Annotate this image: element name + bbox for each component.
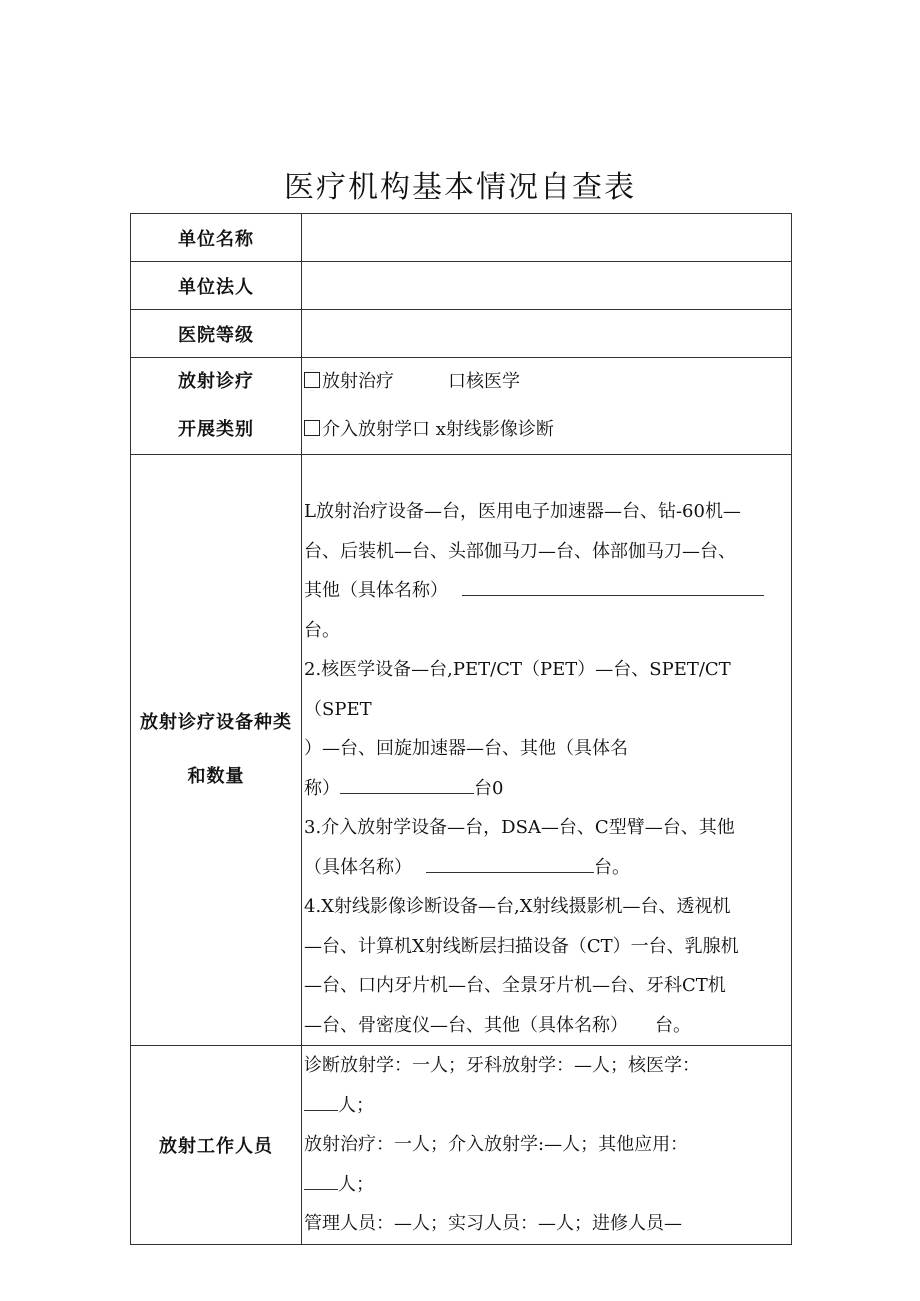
equipment-line: 2.核医学设备—台,PET/CT（PET）—台、SPET/CT（SPET [304, 659, 731, 720]
other-app-staff-blank[interactable] [304, 1171, 338, 1190]
staff-line: 人； [304, 1165, 791, 1205]
row-unit-name [131, 214, 792, 262]
equipment-details [302, 455, 792, 1046]
self-check-form-table [130, 213, 792, 1245]
equipment-line: —台、计算机X射线断层扫描设备（CT）一台、乳腺机 [304, 935, 739, 957]
interventional-other-name-blank[interactable] [426, 854, 594, 873]
categories-line-1 [302, 358, 791, 406]
staff-line: 人； [304, 1086, 791, 1126]
equipment-line: 台。 [304, 619, 340, 641]
equipment-label-line1: 放射诊疗设备种类 [140, 712, 292, 733]
row-unit-legal [131, 262, 792, 310]
unit-name-label: 单位名称 [131, 214, 302, 262]
option-xray-label: x射线影像诊断 [435, 419, 554, 440]
equipment-text [302, 455, 791, 1045]
categories-line-2 [302, 406, 791, 454]
equipment-line: 台、后装机—台、头部伽马刀—台、体部伽马刀—台、 [304, 540, 736, 562]
equipment-line: —台、骨密度仪—台、其他（具体名称） 台。 [304, 1014, 691, 1036]
xray-mark[interactable]: 口 [412, 419, 436, 440]
staff-details [302, 1046, 792, 1245]
option-radiotherapy-label: 放射治疗 [322, 371, 394, 392]
categories-label-line1: 放射诊疗 [178, 371, 254, 392]
equipment-line: L放射治疗设备—台，医用电子加速器—台、钻-60机— [304, 501, 741, 522]
categories-options [302, 358, 792, 455]
staff-line: 管理人员：—人；实习人员：—人；进修人员— [304, 1213, 682, 1234]
equipment-line: —台、口内牙片机—台、全景牙片机—台、牙科CT机 [304, 975, 726, 996]
categories-label [131, 358, 302, 455]
option-nuclear-medicine-label: 核医学 [466, 371, 520, 392]
unit-legal-label: 单位法人 [131, 262, 302, 310]
row-hospital-level [131, 310, 792, 358]
equipment-line: ）—台、回旋加速器—台、其他（具体名 [304, 738, 628, 759]
staff-text [302, 1046, 791, 1244]
nuclear-other-name-blank[interactable] [340, 775, 474, 794]
categories-label-line2: 开展类别 [178, 419, 254, 440]
equipment-label-line2: 和数量 [187, 766, 245, 787]
checkbox-radiotherapy[interactable] [304, 372, 320, 388]
hospital-level-label: 医院等级 [131, 310, 302, 358]
staff-line: 放射治疗：一人；介入放射学:—人；其他应用： [304, 1134, 689, 1155]
staff-line: 诊断放射学：一人；牙科放射学：—人；核医学： [304, 1055, 700, 1076]
hospital-level-field[interactable] [302, 310, 792, 358]
option-interventional-label: 介入放射学 [322, 419, 412, 440]
row-diagnosis-categories [131, 358, 792, 455]
equipment-label [131, 455, 302, 1046]
staff-label: 放射工作人员 [131, 1046, 302, 1245]
unit-legal-field[interactable] [302, 262, 792, 310]
row-staff [131, 1046, 792, 1245]
nuclear-medicine-mark[interactable]: 口 [448, 371, 466, 392]
row-equipment [131, 455, 792, 1046]
equipment-other-name-blank[interactable] [462, 577, 764, 596]
unit-name-field[interactable] [302, 214, 792, 262]
equipment-line: 4.X射线影像诊断设备—台,X射线摄影机—台、透视机 [304, 896, 731, 917]
checkbox-interventional[interactable] [304, 420, 320, 436]
equipment-line: 其他（具体名称） [304, 571, 791, 611]
page-title: 医疗机构基本情况自查表 [284, 170, 636, 205]
equipment-line: 3.介入放射学设备—台，DSA—台、C型臂—台、其他 [304, 817, 735, 838]
equipment-line: 称） 台0 [304, 769, 791, 809]
nuclear-staff-blank[interactable] [304, 1092, 338, 1111]
equipment-line: （具体名称） 台。 [304, 848, 791, 888]
